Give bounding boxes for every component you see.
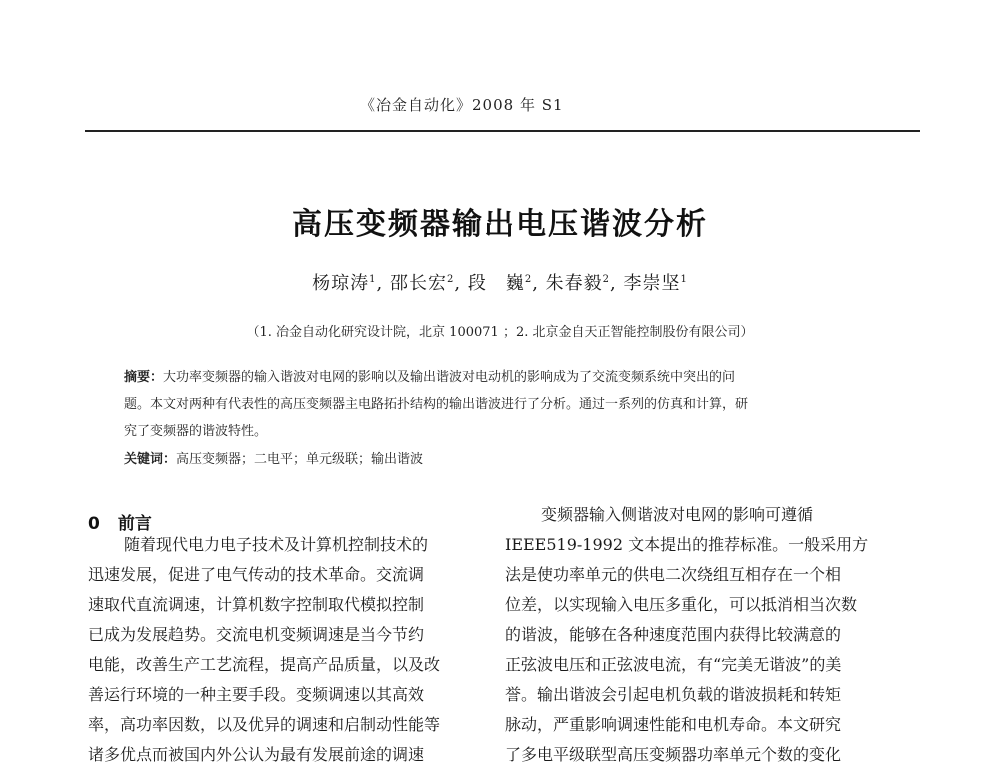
keywords-text: 高压变频器；二电平；单元级联；输出谐波 — [176, 452, 424, 467]
author-name: 邵长宏 — [389, 273, 447, 294]
body-line: 诸多优点而被国内外公认为最有发展前途的调速 — [88, 745, 425, 764]
author-name: 朱春毅 — [545, 273, 603, 294]
body-line: 已成为发展趋势。交流电机变频调速是当今节约 — [88, 625, 425, 644]
affiliation: （1. 冶金自动化研究设计院，北京 100071 ；2. 北京金自天正智能控制股份有限公司） — [246, 325, 754, 340]
paper-title: 高压变频器输出电压谐波分析 — [292, 207, 708, 242]
body-line: 迅速发展，促进了电气传动的技术革命。交流调 — [88, 565, 425, 584]
body-line: 位差，以实现输入电压多重化，可以抵消相当次数 — [505, 595, 858, 614]
abstract-line: 究了变频器的谐波特性。 — [124, 424, 268, 439]
author-name: 李崇坚 — [623, 273, 681, 294]
author-name: 段 巍 — [467, 273, 525, 294]
body-line: 电能，改善生产工艺流程，提高产品质量，以及改 — [88, 655, 441, 674]
body-line: 速取代直流调速，计算机数字控制取代模拟控制 — [88, 595, 425, 614]
body-line: 变频器输入侧谐波对电网的影响可遵循 — [541, 505, 814, 524]
author-list: 杨琼涛$^1$, 邵长宏$^2$, 段 巍$^2$, 朱春毅$^2$, 李崇坚$^1$ — [312, 273, 688, 294]
body-line: 脉动，严重影响调速性能和电机寿命。本文研究 — [505, 715, 842, 734]
body-line: IEEE519-1992 文本提出的推荐标准。一般采用方 — [505, 535, 869, 554]
journal-header: 《冶金自动化》2008 年 S1 — [360, 96, 564, 114]
abstract-label: 摘要： — [124, 370, 164, 385]
author-affiliation-mark: 2 — [446, 274, 455, 285]
body-line: 善运行环境的一种主要手段。变频调速以其高效 — [88, 685, 425, 704]
left-column — [88, 530, 468, 770]
author-affiliation-mark: 2 — [524, 274, 533, 285]
abstract — [124, 364, 854, 445]
right-column — [505, 500, 885, 770]
section-number: 0 — [88, 514, 100, 534]
section-title: 前言 — [117, 514, 152, 534]
author-affiliation-mark: 1 — [369, 274, 377, 285]
author-affiliation-mark: 1 — [680, 274, 688, 285]
keywords-label: 关键词： — [124, 452, 177, 467]
author-affiliation-mark: 2 — [602, 274, 611, 285]
body-line: 了多电平级联型高压变频器功率单元个数的变化 — [505, 745, 842, 764]
body-line: 法是使功率单元的供电二次绕组互相存在一个相 — [505, 565, 842, 584]
body-line: 正弦波电压和正弦波电流，有“完美无谐波”的美 — [505, 655, 842, 674]
author-name: 杨琼涛 — [312, 273, 370, 294]
body-line: 率，高功率因数，以及优异的调速和启制动性能等 — [88, 715, 441, 734]
abstract-line: 大功率变频器的输入谐波对电网的影响以及输出谐波对电动机的影响成为了交流变频系统中突出的问 — [163, 370, 736, 385]
header-rule — [85, 130, 920, 132]
abstract-line: 题。本文对两种有代表性的高压变频器主电路拓扑结构的输出谐波进行了分析。通过一系列的仿真和计算，研 — [124, 397, 749, 412]
keywords — [124, 448, 854, 467]
body-line: 随着现代电力电子技术及计算机控制技术的 — [124, 535, 429, 554]
body-line: 誉。输出谐波会引起电机负载的谐波损耗和转矩 — [505, 685, 842, 704]
body-line: 的谐波，能够在各种速度范围内获得比较满意的 — [505, 625, 842, 644]
